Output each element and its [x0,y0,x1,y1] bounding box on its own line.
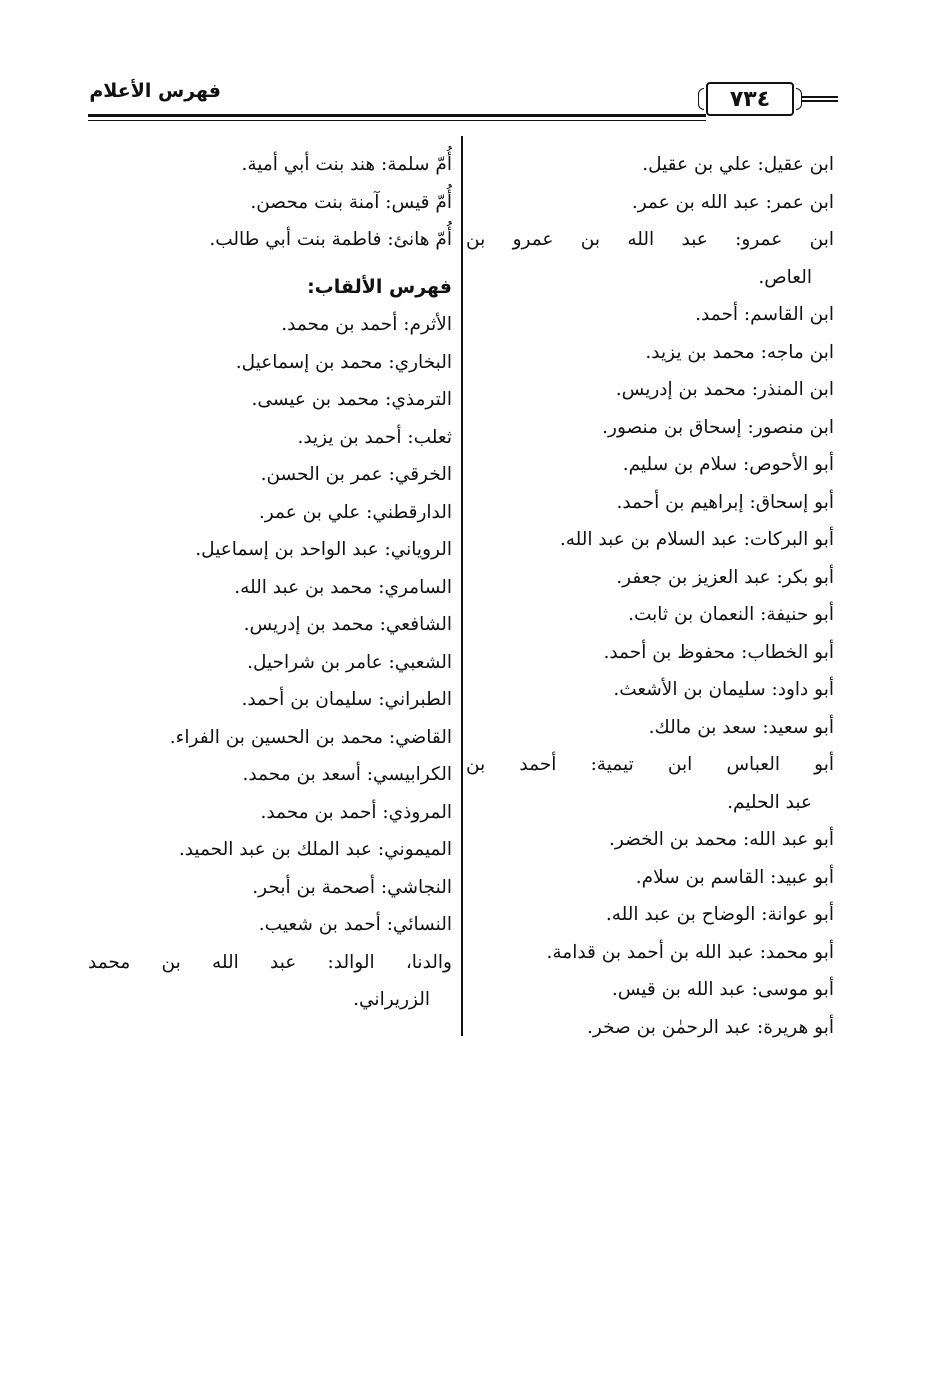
index-entry-text: ابن عمرو: عبد الله بن عمرو بن [466,229,834,250]
page-number-text: ٧٣٤ [729,86,771,112]
index-entry: أبو موسى: عبد الله بن قيس. [611,979,834,1000]
index-entry: أبو عبد الله: محمد بن الخضر. [609,829,834,850]
index-entry: الشافعي: محمد بن إدريس. [243,614,452,635]
index-entry: أُمّ قيس: آمنة بنت محصن. [250,191,452,213]
index-entry: أبو إسحاق: إبراهيم بن أحمد. [616,491,834,513]
index-entry: الروياني: عبد الواحد بن إسماعيل. [195,539,452,560]
index-entry: ابن عقيل: علي بن عقيل. [642,154,834,175]
index-entry-continuation: العاص. [758,266,812,288]
index-entry: السامري: محمد بن عبد الله. [234,576,452,598]
index-entry: الشعبي: عامر بن شراحيل. [247,651,452,673]
index-entry: ابن المنذر: محمد بن إدريس. [615,379,834,400]
index-entry [88,944,452,1019]
section-heading: فهرس الألقاب: [307,275,452,298]
index-entry: ابن عمر: عبد الله بن عمر. [631,191,834,213]
index-entry: الطبراني: سليمان بن أحمد. [241,689,452,710]
index-entry-continuation: الزريراني. [353,989,430,1010]
header-ornament [802,96,838,102]
index-entry: الكرابيسي: أسعد بن محمد. [242,764,452,785]
index-entry: النسائي: أحمد بن شعيب. [258,914,452,935]
index-entry: أبو بكر: عبد العزيز بن جعفر. [616,566,834,588]
index-entry: أُمّ هانئ: فاطمة بنت أبي طالب. [209,229,452,250]
index-entry: القاضي: محمد بن الحسين بن الفراء. [169,726,452,748]
index-entry: أبو داود: سليمان بن الأشعث. [613,679,834,700]
page-number [706,82,794,116]
index-entry: الترمذي: محمد بن عيسى. [251,389,452,410]
index-entry-continuation: عبد الحليم. [727,791,812,813]
header-rule-thin [88,120,706,121]
index-entry [466,746,834,821]
index-entry: الأثرم: أحمد بن محمد. [281,314,452,335]
index-entry: الميموني: عبد الملك بن عبد الحميد. [178,839,452,860]
index-entry: ثعلب: أحمد بن يزيد. [297,426,452,448]
index-entry: أبو هريرة: عبد الرحمٰن بن صخر. [587,1016,834,1038]
index-entry: أبو عوانة: الوضاح بن عبد الله. [605,904,834,925]
header-rule-thick [88,114,706,117]
index-entry: البخاري: محمد بن إسماعيل. [235,351,452,373]
index-entry: الخرقي: عمر بن الحسن. [260,464,452,485]
running-title: فهرس الأعلام [89,80,221,102]
index-entry: أبو الخطاب: محفوظ بن أحمد. [603,641,834,663]
index-entry: الدارقطني: علي بن عمر. [258,501,452,523]
index-entry: ابن منصور: إسحاق بن منصور. [602,416,834,438]
column-divider [461,136,463,1036]
index-entry: المروذي: أحمد بن محمد. [260,801,452,823]
index-entry: أبو سعيد: سعد بن مالك. [648,716,834,738]
right-column [466,146,834,1046]
left-column [88,146,452,1019]
index-entry [466,221,834,296]
index-entry: ابن القاسم: أحمد. [695,304,834,325]
index-entry: أُمّ سلمة: هند بنت أبي أمية. [241,154,452,175]
index-entry: أبو حنيفة: النعمان بن ثابت. [628,604,834,625]
index-entry: أبو عبيد: القاسم بن سلام. [635,866,834,888]
index-entry: النجاشي: أصحمة بن أبحر. [252,876,452,898]
index-entry-text: أبو العباس ابن تيمية: أحمد بن [466,754,834,775]
index-entry: أبو محمد: عبد الله بن أحمد بن قدامة. [546,941,834,963]
index-entry: أبو الأحوص: سلام بن سليم. [622,454,834,475]
index-entry: أبو البركات: عبد السلام بن عبد الله. [559,529,834,550]
index-entry-text: والدنا، الوالد: عبد الله بن محمد [88,951,452,973]
index-entry: ابن ماجه: محمد بن يزيد. [645,341,834,363]
